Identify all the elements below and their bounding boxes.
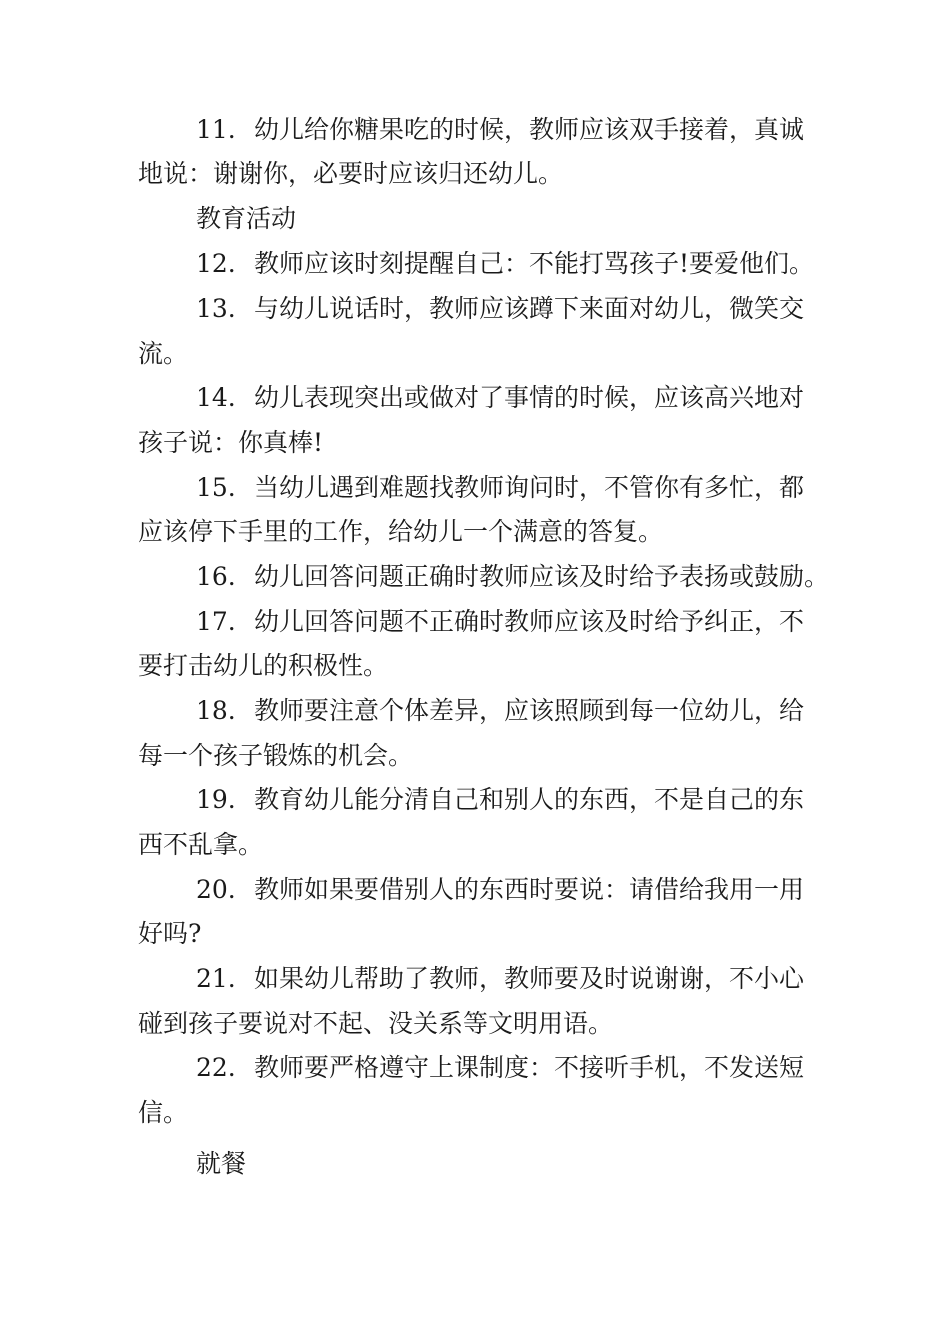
list-item-11-line2: 地说：谢谢你，必要时应该归还幼儿。: [138, 159, 564, 188]
section-heading-dining: 就餐: [196, 1149, 247, 1178]
item-number: 18.: [196, 696, 236, 725]
item-number: 15.: [196, 473, 236, 502]
item-text: 幼儿表现突出或做对了事情的时候，应该高兴地对: [254, 383, 805, 412]
list-item-21-line2: 碰到孩子要说对不起、没关系等文明用语。: [138, 1009, 614, 1038]
item-number: 11.: [196, 115, 236, 144]
list-item-17-line1: [196, 600, 804, 644]
list-item-13-line1: [196, 287, 804, 331]
item-text: 教师如果要借别人的东西时要说：请借给我用一用: [254, 875, 805, 904]
list-item-14-line1: [196, 376, 804, 420]
item-text: 教育幼儿能分清自己和别人的东西，不是自己的东: [254, 785, 805, 814]
item-number: 12.: [196, 249, 236, 278]
item-number: 22.: [196, 1053, 236, 1082]
item-number: 21.: [196, 964, 236, 993]
list-item-19-line2: 西不乱拿。: [138, 830, 264, 859]
item-number: 13.: [196, 294, 236, 323]
list-item-15-line1: [196, 466, 804, 510]
list-item-12-line1: [196, 242, 814, 286]
list-item-16-line1: [196, 555, 829, 599]
item-text: 当幼儿遇到难题找教师询问时，不管你有多忙，都: [254, 473, 805, 502]
list-item-18-line1: [196, 689, 804, 733]
list-item-21-line1: [196, 957, 804, 1001]
item-number: 20.: [196, 875, 236, 904]
item-text: 教师要严格遵守上课制度：不接听手机，不发送短: [254, 1053, 805, 1082]
item-text: 教师应该时刻提醒自己：不能打骂孩子!要爱他们。: [254, 249, 815, 278]
item-text: 教师要注意个体差异，应该照顾到每一位幼儿，给: [254, 696, 805, 725]
item-number: 19.: [196, 785, 236, 814]
item-text: 如果幼儿帮助了教师，教师要及时说谢谢，不小心: [254, 964, 805, 993]
list-item-15-line2: 应该停下手里的工作，给幼儿一个满意的答复。: [138, 517, 664, 546]
list-item-22-line2: 信。: [138, 1098, 189, 1127]
section-heading-education: 教育活动: [196, 204, 297, 233]
list-item-22-line1: [196, 1046, 804, 1090]
list-item-14-line2: 孩子说：你真棒!: [138, 428, 324, 457]
item-number: 17.: [196, 607, 236, 636]
item-text: 幼儿回答问题不正确时教师应该及时给予纠正，不: [254, 607, 805, 636]
list-item-13-line2: 流。: [138, 339, 189, 368]
list-item-20-line2: 好吗?: [138, 919, 202, 948]
list-item-19-line1: [196, 778, 804, 822]
list-item-17-line2: 要打击幼儿的积极性。: [138, 651, 389, 680]
item-text: 幼儿给你糖果吃的时候，教师应该双手接着，真诚: [254, 115, 805, 144]
list-item-18-line2: 每一个孩子锻炼的机会。: [138, 741, 414, 770]
list-item-11-line1: [196, 108, 804, 152]
item-text: 与幼儿说话时，教师应该蹲下来面对幼儿，微笑交: [254, 294, 805, 323]
item-number: 14.: [196, 383, 236, 412]
item-text: 幼儿回答问题正确时教师应该及时给予表扬或鼓励。: [254, 562, 830, 591]
item-number: 16.: [196, 562, 236, 591]
list-item-20-line1: [196, 868, 804, 912]
